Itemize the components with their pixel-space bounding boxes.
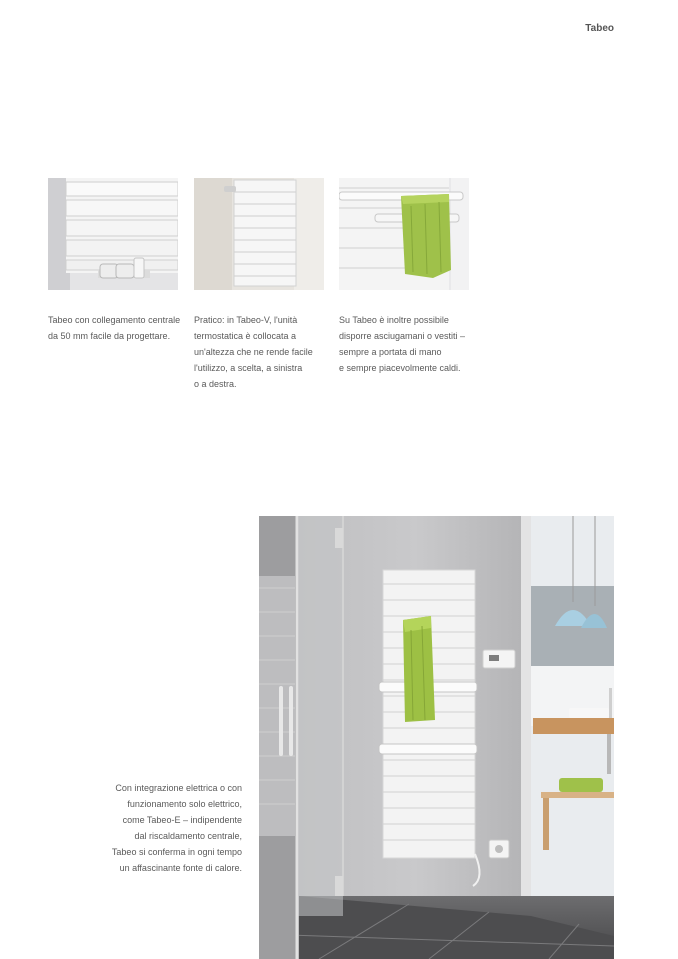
caption-line: funzionamento solo elettrico, — [127, 799, 242, 809]
caption-line: termostatica è collocata a — [194, 331, 297, 341]
photo-towel-radiator — [339, 178, 469, 290]
caption-electric-integration — [100, 780, 242, 876]
photo-side-thermostat — [194, 178, 324, 290]
caption-line: disporre asciugamani o vestiti – — [339, 331, 466, 341]
caption-line: Tabeo con collegamento centrale — [48, 315, 181, 325]
caption-line: Tabeo si conferma in ogni tempo — [111, 847, 242, 857]
caption-line: da 50 mm facile da progettare. — [48, 331, 171, 341]
caption-line: l'utilizzo, a scelta, a sinistra — [194, 363, 303, 373]
caption-line: o a destra. — [194, 379, 237, 389]
caption-line: un affascinante fonte di calore. — [119, 863, 242, 873]
caption-line: Pratico: in Tabeo-V, l'unità — [194, 315, 298, 325]
page-header-title: Tabeo — [585, 23, 614, 34]
caption-towel-radiator — [339, 312, 479, 376]
caption-central-connection — [48, 312, 188, 344]
caption-line: dal riscaldamento centrale, — [134, 831, 242, 841]
caption-line: e sempre piacevolmente caldi. — [339, 363, 461, 373]
caption-line: sempre a portata di mano — [339, 347, 442, 357]
caption-line: Con integrazione elettrica o con — [115, 783, 242, 793]
caption-line: un'altezza che ne rende facile — [194, 347, 313, 357]
caption-line: come Tabeo-E – indipendente — [122, 815, 242, 825]
photo-bathroom-electric-radiator — [259, 516, 614, 959]
photo-central-connection — [48, 178, 178, 290]
caption-line: Su Tabeo è inoltre possibile — [339, 315, 449, 325]
caption-side-thermostat — [194, 312, 334, 392]
